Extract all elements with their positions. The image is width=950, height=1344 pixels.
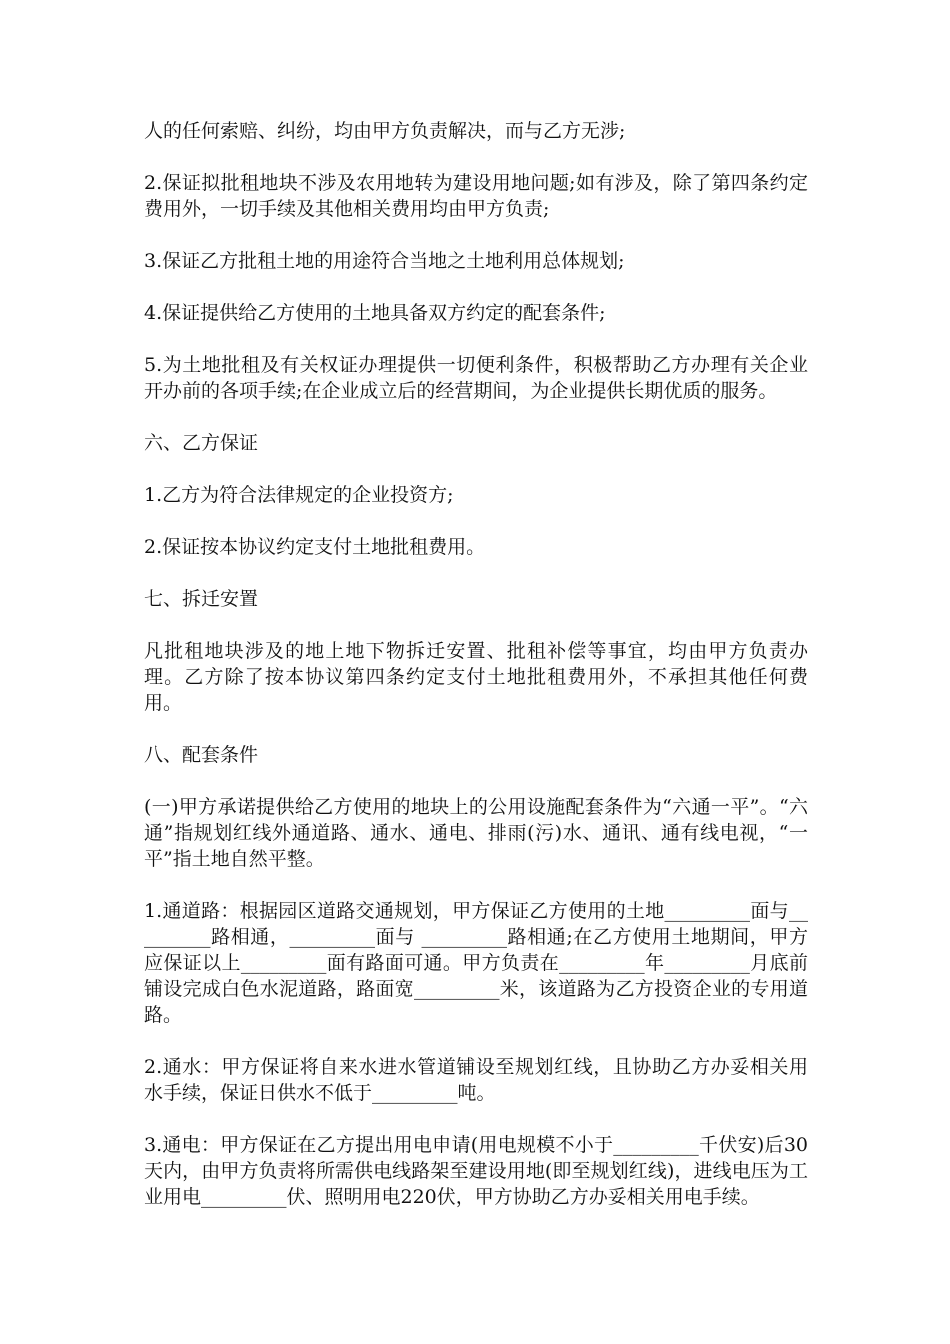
- paragraph-road-access: 1.通道路：根据园区道路交通规划，甲方保证乙方使用的土地_________面与_________路相通，_________面与 _________路相通;在乙方使用土地期间，甲方应保证以上_________面有路面可通。甲方负责在_________年_________月底前铺设完成白色水泥道路，路面宽_________米，该道路为乙方投资企业的专用道路。: [144, 900, 808, 1026]
- paragraph-guarantee-4: 4.保证提供给乙方使用的土地具备双方约定的配套条件;: [144, 302, 606, 324]
- paragraph-power-supply: 3.通电：甲方保证在乙方提出用电申请(用电规模不小于_________千伏安)后30天内，由甲方负责将所需供电线路架至建设用地(即至规划红线)，进线电压为工业用电_________伏、照明用电220伏，甲方协助乙方办妥相关用电手续。: [144, 1134, 808, 1208]
- paragraph-claims-disputes: 人的任何索赔、纠纷，均由甲方负责解决，而与乙方无涉;: [144, 120, 626, 142]
- paragraph-guarantee-5: 5.为土地批租及有关权证办理提供一切便利条件，积极帮助乙方办理有关企业开办前的各项手续;在企业成立后的经营期间，为企业提供长期优质的服务。: [144, 354, 808, 402]
- paragraph-relocation: 凡批租地块涉及的地上地下物拆迁安置、批租补偿等事宜，均由甲方负责办理。乙方除了按本协议第四条约定支付土地批租费用外，不承担其他任何费用。: [144, 640, 808, 714]
- paragraph-guarantee-2: 2.保证拟批租地块不涉及农用地转为建设用地问题;如有涉及，除了第四条约定费用外，一切手续及其他相关费用均由甲方负责;: [144, 172, 808, 220]
- paragraph-guarantee-3: 3.保证乙方批租土地的用途符合当地之土地利用总体规划;: [144, 250, 625, 272]
- paragraph-party-b-1: 1.乙方为符合法律规定的企业投资方;: [144, 484, 454, 506]
- paragraph-party-b-2: 2.保证按本协议约定支付土地批租费用。: [144, 536, 486, 558]
- paragraph-water-supply: 2.通水：甲方保证将自来水进水管道铺设至规划红线，且协助乙方办妥相关用水手续，保证日供水不低于_________吨。: [144, 1056, 808, 1104]
- section-heading-supporting-conditions: 八、配套条件: [144, 744, 259, 766]
- section-heading-relocation: 七、拆迁安置: [144, 588, 259, 610]
- paragraph-six-connections: (一)甲方承诺提供给乙方使用的地块上的公用设施配套条件为“六通一平”。“六通”指规划红线外通道路、通水、通电、排雨(污)水、通讯、通有线电视，“一平”指土地自然平整。: [144, 796, 808, 870]
- section-heading-party-b-guarantee: 六、乙方保证: [144, 432, 259, 454]
- document-page: [144, 118, 808, 1236]
